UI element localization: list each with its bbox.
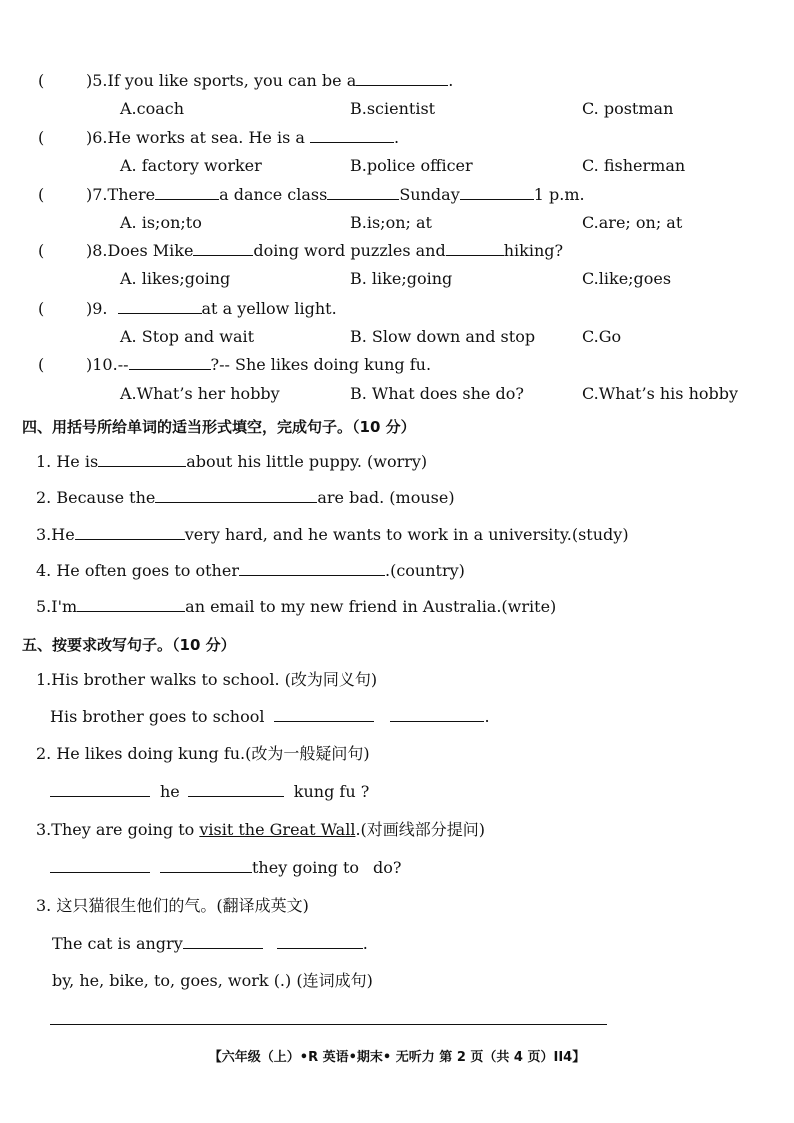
question-7: )7.There a dance class Sunday 1 p.m. [86,185,585,204]
answer-blank[interactable] [356,71,448,86]
answer-blank[interactable] [327,185,399,200]
option-a: A. likes;going [120,269,231,288]
answer-blank[interactable] [155,185,219,200]
answer-blank[interactable] [75,525,185,540]
answer-blank[interactable] [239,561,385,576]
answer-blank[interactable] [77,597,185,612]
page-footer: 【六年级（上）•R 英语•期末• 无听力 第 2 页（共 4 页）II4】 [208,1050,586,1065]
fill-item-4: 4. He often goes to other .(country) [36,561,465,580]
fill-item-5: 5.I'm an email to my new friend in Australia.(write) [36,597,557,616]
option-a: A.coach [120,99,185,118]
answer-blank[interactable] [390,707,484,722]
option-c: C.like;goes [582,269,672,288]
option-c: C. postman [582,99,674,118]
answer-blank[interactable] [50,782,150,797]
answer-blank[interactable] [310,128,394,143]
underlined-phrase: visit the Great Wall [199,820,356,839]
option-c: C. fisherman [582,156,686,175]
answer-paren: ( [38,299,45,318]
answer-blank[interactable] [446,241,504,256]
answer-blank[interactable] [188,782,284,797]
option-b: B. What does she do? [350,384,524,403]
section-4-heading: 四、用括号所给单词的适当形式填空，完成句子。（10 分） [22,418,416,436]
answer-blank[interactable] [50,858,150,873]
option-b: B.police officer [350,156,473,175]
option-b: B.scientist [350,99,436,118]
answer-paren: ( [38,185,45,204]
answer-blank[interactable] [98,452,186,467]
answer-blank[interactable] [460,185,534,200]
question-6: )6.He works at sea. He is a . [86,128,400,147]
answer-paren: ( [38,355,45,374]
option-a: A.What’s her hobby [120,384,280,403]
option-a: A. is;on;to [120,213,202,232]
rewrite-q1: 1.His brother walks to school. (改为同义句) [36,670,378,689]
answer-line[interactable] [50,1024,607,1025]
question-9: )9. at a yellow light. [86,299,337,318]
section-5-heading: 五、按要求改写句子。（10 分） [22,636,236,654]
fill-item-3: 3.He very hard, and he wants to work in a university.(study) [36,525,629,544]
option-b: B. like;going [350,269,453,288]
answer-blank[interactable] [160,858,252,873]
answer-blank[interactable] [118,299,202,314]
answer-paren: ( [38,241,45,260]
rewrite-q3-answer: they going to do? [50,858,401,878]
rewrite-q2: 2. He likes doing kung fu.(改为一般疑问句) [36,744,370,763]
rewrite-q2-answer: he kung fu ? [50,782,369,802]
rewrite-q3: 3.They are going to visit the Great Wall.(对画线部分提问) [36,820,486,839]
option-c: C.Go [582,327,622,346]
translate-answer: The cat is angry . [52,934,368,953]
answer-blank[interactable] [183,934,263,949]
question-8: )8.Does Mike doing word puzzles and hiking? [86,241,564,260]
question-10: )10.-- ?-- She likes doing kung fu. [86,355,432,374]
option-b: B.is;on; at [350,213,432,232]
option-b: B. Slow down and stop [350,327,536,346]
option-c: C.are; on; at [582,213,683,232]
question-5: )5.If you like sports, you can be a . [86,71,454,90]
answer-paren: ( [38,128,45,147]
option-a: A. Stop and wait [120,327,255,346]
answer-blank[interactable] [155,488,317,503]
word-order-q: by, he, bike, to, goes, work (.) (连词成句) [52,971,373,990]
answer-blank[interactable] [274,707,374,722]
rewrite-q1-answer: His brother goes to school . [50,707,490,726]
option-a: A. factory worker [120,156,262,175]
answer-blank[interactable] [129,355,211,370]
option-c: C.What’s his hobby [582,384,739,403]
answer-paren: ( [38,71,45,90]
fill-item-1: 1. He is about his little puppy. (worry) [36,452,428,471]
answer-blank[interactable] [193,241,253,256]
fill-item-2: 2. Because the are bad. (mouse) [36,488,455,507]
translate-q: 3. 这只猫很生他们的气。(翻译成英文) [36,896,309,915]
answer-blank[interactable] [277,934,363,949]
